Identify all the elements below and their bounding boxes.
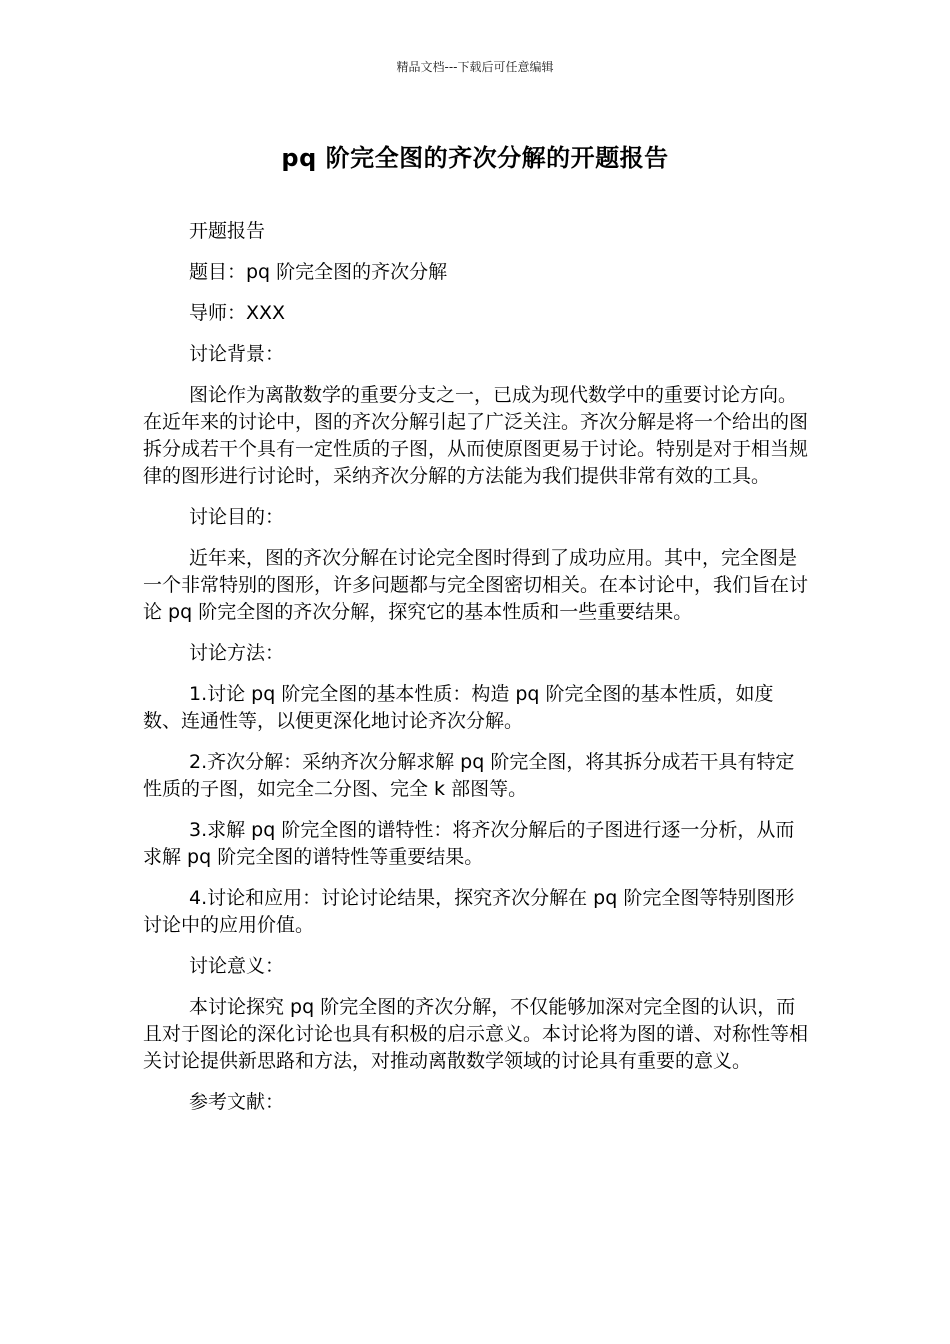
section-heading-purpose: 讨论目的：	[189, 506, 285, 528]
section-heading-significance: 讨论意义：	[189, 955, 285, 977]
page-header: 精品文档---下载后可任意编辑	[396, 60, 554, 74]
paragraph-label-report: 开题报告	[189, 220, 266, 242]
paragraph-method-2: 2.齐次分解：采纳齐次分解求解 pq 阶完全图，将其拆分成若干具有特定性质的子图，如完全二分图、完全 k 部图等。	[143, 751, 795, 800]
document-title: pq 阶完全图的齐次分解的开题报告	[281, 144, 669, 172]
paragraph-topic: 题目：pq 阶完全图的齐次分解	[189, 261, 448, 283]
document-body	[143, 218, 808, 1130]
paragraph-advisor: 导师：XXX	[189, 302, 286, 324]
paragraph-method-4: 4.讨论和应用：讨论讨论结果，探究齐次分解在 pq 阶完全图等特别图形讨论中的应用价值。	[143, 887, 795, 936]
paragraph-background: 图论作为离散数学的重要分支之一，已成为现代数学中的重要讨论方向。在近年来的讨论中，图的齐次分解引起了广泛关注。齐次分解是将一个给出的图拆分成若干个具有一定性质的子图，从而使原图更易于讨论。特别是对于相当规律的图形进行讨论时，采纳齐次分解的方法能为我们提供非常有效的工具。	[143, 384, 809, 487]
section-heading-references: 参考文献：	[189, 1091, 285, 1113]
section-heading-background: 讨论背景：	[189, 343, 285, 365]
paragraph-method-3: 3.求解 pq 阶完全图的谱特性：将齐次分解后的子图进行逐一分析，从而求解 pq 阶完全图的谱特性等重要结果。	[143, 819, 795, 868]
paragraph-purpose: 近年来，图的齐次分解在讨论完全图时得到了成功应用。其中，完全图是一个非常特别的图形，许多问题都与完全图密切相关。在本讨论中，我们旨在讨论 pq 阶完全图的齐次分解，探究它的基本性质和一些重要结果。	[143, 547, 809, 623]
section-heading-method: 讨论方法：	[189, 642, 285, 664]
paragraph-method-1: 1.讨论 pq 阶完全图的基本性质：构造 pq 阶完全图的基本性质，如度数、连通性等，以便更深化地讨论齐次分解。	[143, 683, 774, 732]
paragraph-significance: 本讨论探究 pq 阶完全图的齐次分解，不仅能够加深对完全图的认识，而且对于图论的深化讨论也具有积极的启示意义。本讨论将为图的谱、对称性等相关讨论提供新思路和方法，对推动离散数学领域的讨论具有重要的意义。	[143, 996, 809, 1072]
